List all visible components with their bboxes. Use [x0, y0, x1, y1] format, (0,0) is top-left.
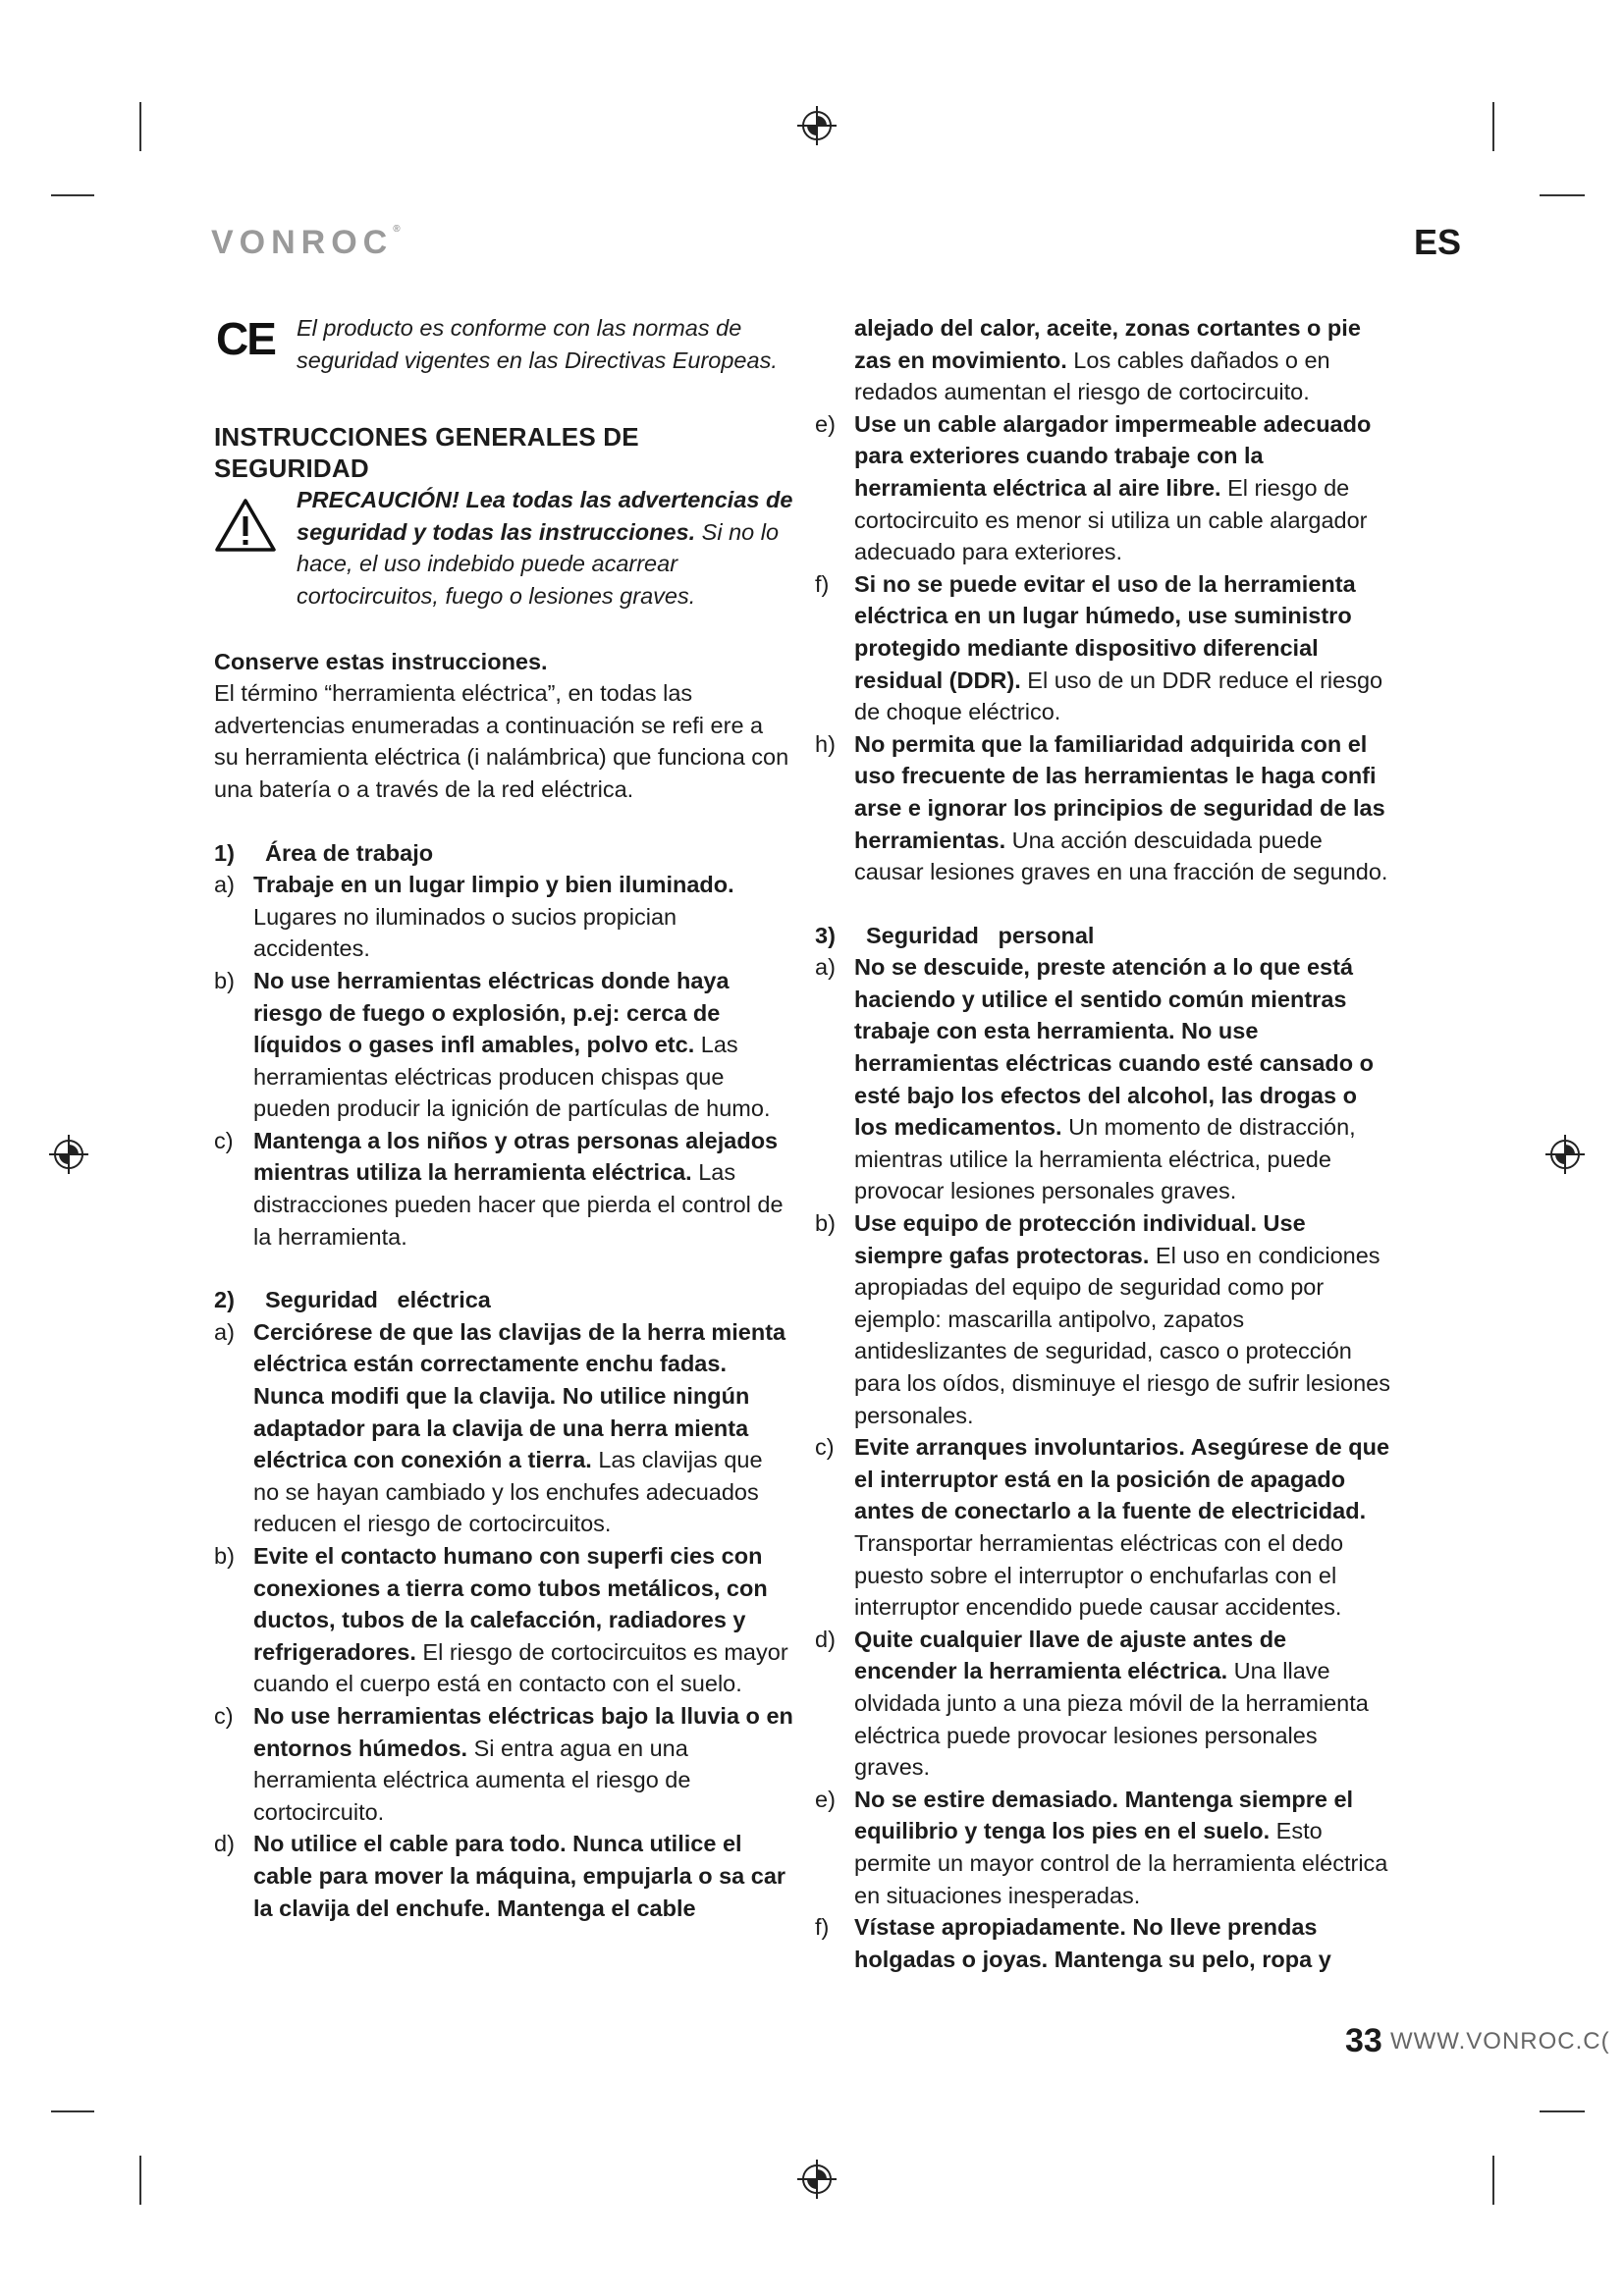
warning-bold: PRECAUCIÓN! Lea todas las advertencias de seguridad y todas las instrucciones.	[297, 487, 793, 545]
crop-mark	[51, 194, 94, 196]
list-item: a) Cerciórese de que las clavijas de la herra mienta eléctrica están correctamente enchu fadas. Nunca modifi que la clavija. No utilice ningún adaptador para la clavija de una herra mienta eléctrica con conexión a tierra. Las clavijas que no se hayan cambiado y los enchufes adecuados reducen el riesgo de cortocircuitos.	[214, 1318, 786, 1537]
list-item: h) No permita que la familiaridad adquirida con el uso frecuente de las herramientas le haga confi arse e ignorar los principios de seguridad de las herramientas. Una acción descuidada puede causar lesiones graves en una fracción de segundo.	[815, 730, 1388, 885]
list-item: e) No se estire demasiado. Mantenga siempre el equilibrio y tenga los pies en el suelo. Esto permite un mayor control de la herramienta eléctrica en situaciones inesperadas.	[815, 1786, 1388, 1908]
ce-text: El producto es conforme con las normas de seguridad vigentes en las Directivas Europeas.	[297, 315, 778, 373]
keep-text: El término “herramienta eléctrica”, en todas las advertencias enumeradas a continuación se refi ere a su herramienta eléctrica (i nalámbrica) que funciona con una batería o a través de la red eléctrica.	[214, 680, 789, 802]
warning-block	[214, 484, 793, 612]
list-item: d) Quite cualquier llave de ajuste antes de encender la herramienta eléctrica. Una llave olvidada junto a una pieza móvil de la herramienta eléctrica puede provocar lesiones personales graves.	[815, 1626, 1369, 1781]
keep-title: Conserve estas instrucciones.	[214, 648, 548, 674]
crop-mark	[51, 2110, 94, 2112]
ce-mark-icon: CE	[216, 313, 275, 364]
section-3-title: 3) Seguridad personal	[815, 922, 1095, 948]
crop-mark	[139, 2156, 141, 2205]
list-item: a) No se descuide, preste atención a lo que está haciendo y utilice el sentido común mientras trabaje con esta herramienta. No use herramientas eléctricas cuando esté cansado o esté bajo los efectos del alcohol, las drogas o los medicamentos. Un momento de distracción, mientras utilice la herramienta eléctrica, puede provocar lesiones personales graves.	[815, 954, 1374, 1204]
section-1-title: 1) Área de trabajo	[214, 839, 434, 866]
crop-mark	[1492, 2156, 1494, 2205]
brand-logo: VONROC®	[211, 224, 401, 261]
list-item: f) Si no se puede evitar el uso de la herramienta eléctrica en un lugar húmedo, use suministro protegido mediante dispositivo diferencial residual (DDR). El uso de un DDR reduce el riesgo de choque eléctrico.	[815, 570, 1383, 725]
page-number: 33	[1345, 2022, 1382, 2059]
registration-mark-icon	[47, 1133, 90, 1176]
list-item: c) No use herramientas eléctricas bajo la lluvia o en entornos húmedos. Si entra agua en una herramienta eléctrica aumenta el riesgo de cortocircuito.	[214, 1702, 793, 1825]
list-item: c) Mantenga a los niños y otras personas alejados mientras utiliza la herramienta eléctrica. Las distracciones pueden hacer que pierda el control de la herramienta.	[214, 1127, 784, 1250]
warning-triangle-icon	[214, 498, 277, 553]
list-item: e) Use un cable alargador impermeable adecuado para exteriores cuando trabaje con la herramienta eléctrica al aire libre. El riesgo de cortocircuito es menor si utiliza un cable alargador adecuado para exteriores.	[815, 410, 1372, 565]
list-item: b) Evite el contacto humano con superfi cies con conexiones a tierra como tubos metálicos, con ductos, tubos de la calefacción, radiadores y refrigeradores. El riesgo de cortocircuitos es mayor cuando el cuerpo está en contacto con el suelo.	[214, 1543, 788, 1697]
registration-mark-icon	[1543, 1133, 1587, 1176]
right-column	[815, 312, 1394, 1975]
language-code: ES	[1414, 222, 1462, 262]
registration-mark-icon	[795, 2158, 839, 2201]
crop-mark	[1492, 102, 1494, 151]
section-2-title: 2) Seguridad eléctrica	[214, 1287, 491, 1313]
list-item: a) Trabaje en un lugar limpio y bien iluminado. Lugares no iluminados o sucios propician accidentes.	[214, 872, 734, 962]
footer-url: WWW.VONROC.C(	[1390, 2028, 1610, 2055]
list-item: b) Use equipo de protección individual. Use siempre gafas protectoras. El uso en condiciones apropiadas del equipo de seguridad como por ejemplo: mascarilla antipolvo, zapatos antideslizantes de seguridad, casco o protección para los oídos, disminuye el riesgo de sufrir lesiones personales.	[815, 1210, 1390, 1428]
warning-text: Si no lo hace, el uso indebido puede acarrear cortocircuitos, fuego o lesiones graves.	[297, 518, 780, 609]
crop-mark	[139, 102, 141, 151]
ce-notice	[214, 312, 793, 376]
list-item-continued: alejado del calor, aceite, zonas cortantes o pie zas en movimiento. Los cables dañados o en redados aumentan el riesgo de cortocircuito.	[854, 315, 1361, 405]
list-item: f) Vístase apropiadamente. No lleve prendas holgadas o joyas. Mantenga su pelo, ropa y	[815, 1914, 1331, 1972]
crop-mark	[1540, 2110, 1585, 2112]
list-item: c) Evite arranques involuntarios. Asegúrese de que el interruptor está en la posición de apagado antes de conectarlo a la fuente de electricidad. Transportar herramientas eléctricas con el dedo puesto sobre el interruptor o enchufarlas con el interruptor encendido puede causar accidentes.	[815, 1434, 1390, 1621]
crop-mark	[1540, 194, 1585, 196]
list-item: d) No utilice el cable para todo. Nunca utilice el cable para mover la máquina, empujarla o sa car la clavija del enchufe. Mantenga el cable	[214, 1831, 786, 1921]
list-item: b) No use herramientas eléctricas donde haya riesgo de fuego o explosión, p.ej: cerca de líquidos o gases infl amables, polvo etc. Las herramientas eléctricas producen chispas que pueden producir la ignición de partículas de humo.	[214, 967, 771, 1122]
left-column	[214, 312, 793, 1924]
registration-mark-icon	[795, 104, 839, 147]
section-heading: INSTRUCCIONES GENERALES DE SEGURIDAD	[214, 422, 639, 484]
